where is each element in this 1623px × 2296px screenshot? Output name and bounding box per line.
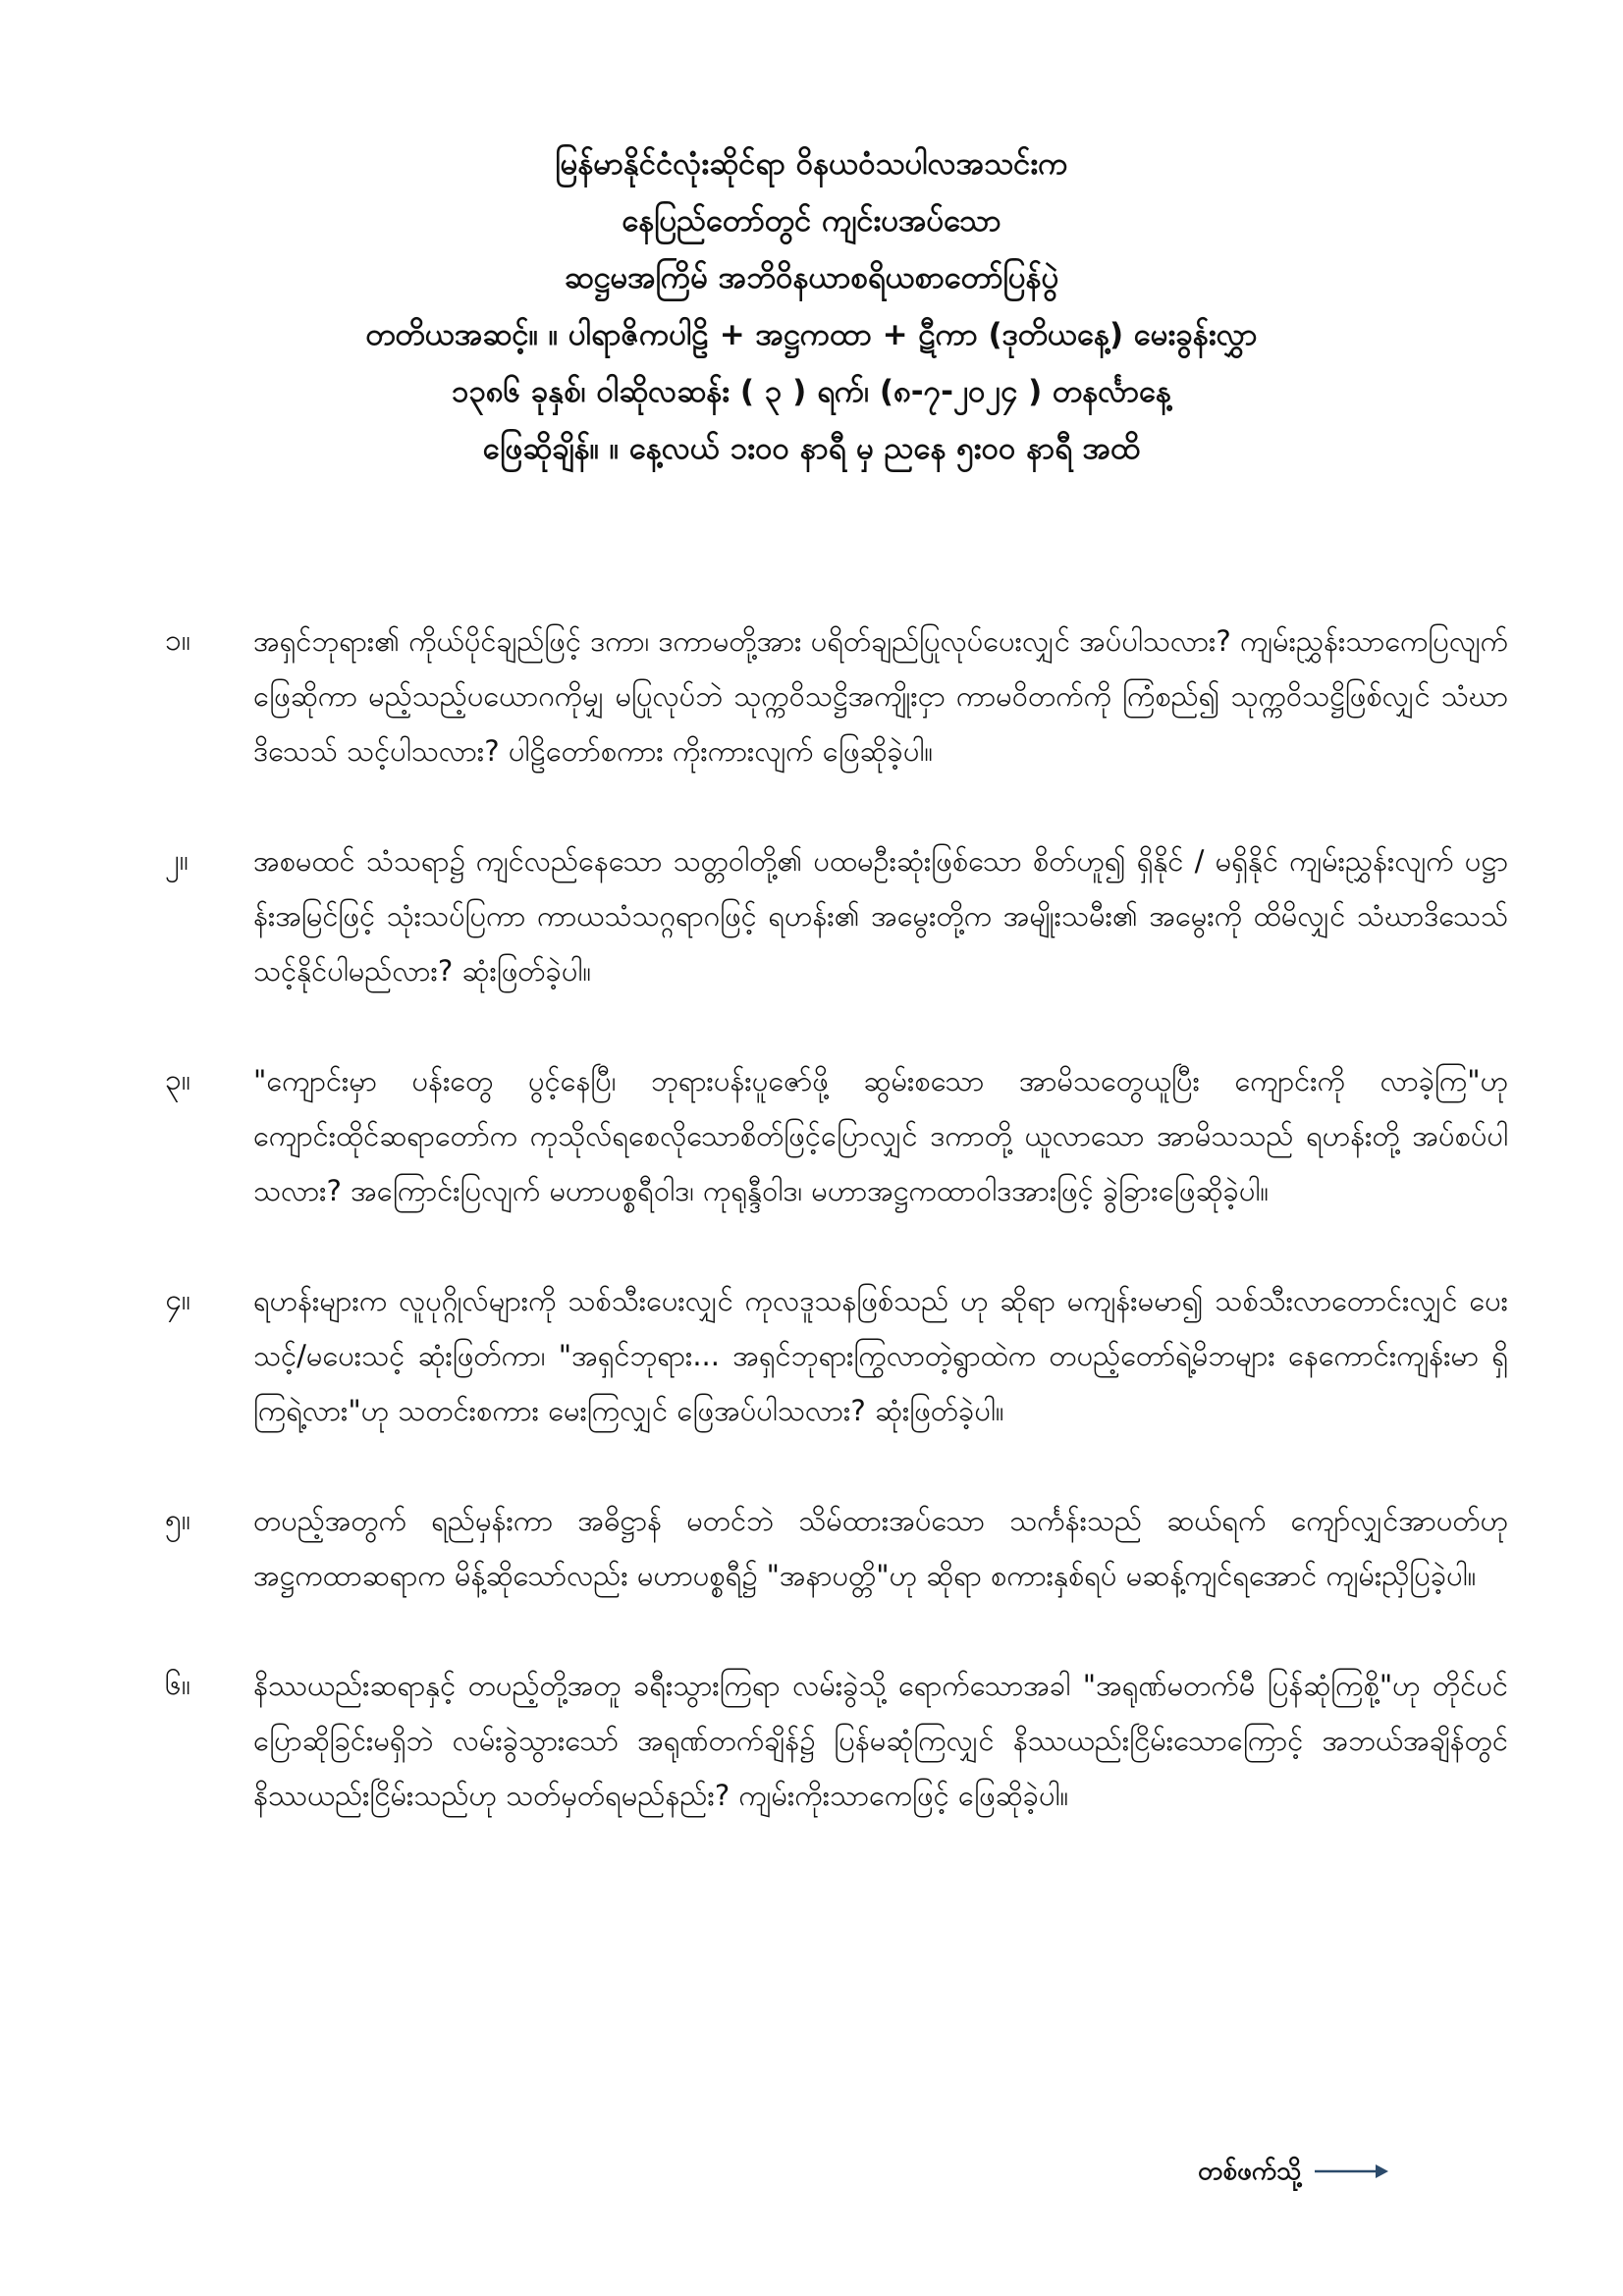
question-item xyxy=(165,1273,1508,1438)
question-number: ၄။ xyxy=(165,1283,190,1317)
question-list xyxy=(165,614,1508,1878)
question-item xyxy=(165,833,1508,998)
question-number: ၃။ xyxy=(165,1063,190,1097)
question-text: အစမထင် သံသရာ၌ ကျင်လည်နေသော သတ္တဝါတို့၏ ပထမဦးဆုံးဖြစ်သော စိတ်ဟူ၍ ရှိနိုင် / မရှိနိုင် ကျမ်းညွှန်းလျက် ပဋ္ဌာန်းအမြင်ဖြင့် သုံးသပ်ပြကာ ကာယသံသဂ္ဂရာဂဖြင့် ရဟန်း၏ အမွေးတို့က အမျိုးသမီး၏ အမွေးကို ထိမိလျှင် သံဃာဒိသေသ်သင့်နိုင်ပါမည်လား? ဆုံးဖြတ်ခဲ့ပါ။ xyxy=(253,844,1508,988)
question-number: ၆။ xyxy=(165,1668,190,1702)
question-text: နိဿယည်းဆရာနှင့် တပည့်တို့အတူ ခရီးသွားကြရာ လမ်းခွဲသို့ ရောက်သောအခါ "အရုဏ်မတက်မီ ပြန်ဆုံကြစို့"ဟု တိုင်ပင်ပြောဆိုခြင်းမရှိဘဲ လမ်းခွဲသွားသော် အရုဏ်တက်ချိန်၌ ပြန်မဆုံကြလျှင် နိဿယည်းငြိမ်းသောကြောင့် အဘယ်အချိန်တွင် နိဿယည်းငြိမ်းသည်ဟု သတ်မှတ်ရမည်နည်း? ကျမ်းကိုးသာကေဖြင့် ဖြေဆိုခဲ့ပါ။ xyxy=(253,1669,1508,1812)
header-time: ဖြေဆိုချိန်။ ။ နေ့လယ် ၁း၀၀ နာရီ မှ ညနေ ၅း၀၀ နာရီ အထိ xyxy=(482,431,1141,466)
header-paper-level: တတိယအဆင့်။ ။ ပါရာဇိကပါဠိ + အဋ္ဌကထာ + ဋီကာ (ဒုတိယနေ့) မေးခွန်းလွှာ xyxy=(365,317,1258,352)
header-venue: နေပြည်တော်တွင် ကျင်းပအပ်သော xyxy=(622,203,1001,239)
question-item xyxy=(165,1053,1508,1218)
header-title-association: မြန်မာနိုင်ငံလုံးဆိုင်ရာ ဝိနယဝံသပါလအသင်းက xyxy=(555,146,1068,182)
question-text: တပည့်အတွက် ရည်မှန်းကာ အဓိဋ္ဌာန် မတင်ဘဲ သိမ်ထားအပ်သော သင်္ကန်းသည် ဆယ်ရက် ကျော်လျှင်အာပတ်ဟု အဋ္ဌကထာဆရာက မိန့်ဆိုသော်လည်း မဟာပစ္စရီ၌ "အနာပတ္တိ"ဟု ဆိုရာ စကားနှစ်ရပ် မဆန့်ကျင်ရအောင် ကျမ်းညှိပြခဲ့ပါ။ xyxy=(253,1504,1508,1592)
question-text: ရဟန်းများက လူပုဂ္ဂိုလ်များကို သစ်သီးပေးလျှင် ကုလဒူသနဖြစ်သည် ဟု ဆိုရာ မကျန်းမမာ၍ သစ်သီးလာတောင်းလျှင် ပေးသင့်/မပေးသင့် ဆုံးဖြတ်ကာ၊ "အရှင်ဘုရား... အရှင်ဘုရားကြွလာတဲ့ရွာထဲက တပည့်တော်ရဲ့မိဘများ နေကောင်းကျန်းမာ ရှိကြရဲ့လား"ဟု သတင်းစကား မေးကြလျှင် ဖြေအပ်ပါသလား? ဆုံးဖြတ်ခဲ့ပါ။ xyxy=(253,1284,1508,1427)
arrow-right-icon xyxy=(1313,2161,1389,2182)
question-item xyxy=(165,614,1508,778)
exam-header xyxy=(0,135,1623,477)
question-item xyxy=(165,1493,1508,1603)
header-date: ၁၃၈၆ ခုနှစ်၊ ဝါဆိုလဆန်း ( ၃ ) ရက်၊ (၈-၇-၂၀၂၄ ) တနင်္လာနေ့ xyxy=(452,374,1171,409)
question-number: ၁။ xyxy=(165,623,190,658)
question-text: အရှင်ဘုရား၏ ကိုယ်ပိုင်ချည်ဖြင့် ဒကာ၊ ဒကာမတို့အား ပရိတ်ချည်ပြုလုပ်ပေးလျှင် အပ်ပါသလား? ကျမ်းညွှန်းသာကေပြလျက် ဖြေဆိုကာ မည့်သည့်ပယောဂကိုမျှ မပြုလုပ်ဘဲ သုက္ကဝိသဋ္ဌိအကျိုးငှာ ကာမဝိတက်ကို ကြံစည်၍ သုက္ကဝိသဋ္ဌိဖြစ်လျှင် သံဃာဒိသေသ် သင့်ပါသလား? ပါဠိတော်စကား ကိုးကားလျက် ဖြေဆိုခဲ့ပါ။ xyxy=(253,624,1508,768)
header-exam-name: ဆဋ္ဌမအကြိမ် အဘိဝိနယာစရိယစာတော်ပြန်ပွဲ xyxy=(564,260,1059,295)
page-continue-note xyxy=(1198,2152,1389,2191)
continue-label: တစ်ဖက်သို့ xyxy=(1198,2157,1302,2186)
question-item xyxy=(165,1658,1508,1823)
question-number: ၂။ xyxy=(165,843,189,878)
question-text: "ကျောင်းမှာ ပန်းတွေ ပွင့်နေပြီ၊ ဘုရားပန်းပူဇော်ဖို့ ဆွမ်းစသော အာမိသတွေယူပြီး ကျောင်းကို လာခဲ့ကြ"ဟု ကျောင်းထိုင်ဆရာတော်က ကုသိုလ်ရစေလိုသောစိတ်ဖြင့်ပြောလျှင် ဒကာတို့ ယူလာသော အာမိသသည် ရဟန်းတို့ အပ်စပ်ပါသလား? အကြောင်းပြလျက် မဟာပစ္စရီဝါဒ၊ ကုရုန္ဒီဝါဒ၊ မဟာအဋ္ဌကထာဝါဒအားဖြင့် ခွဲခြားဖြေဆိုခဲ့ပါ။ xyxy=(253,1064,1508,1207)
question-number: ၅။ xyxy=(165,1503,190,1537)
